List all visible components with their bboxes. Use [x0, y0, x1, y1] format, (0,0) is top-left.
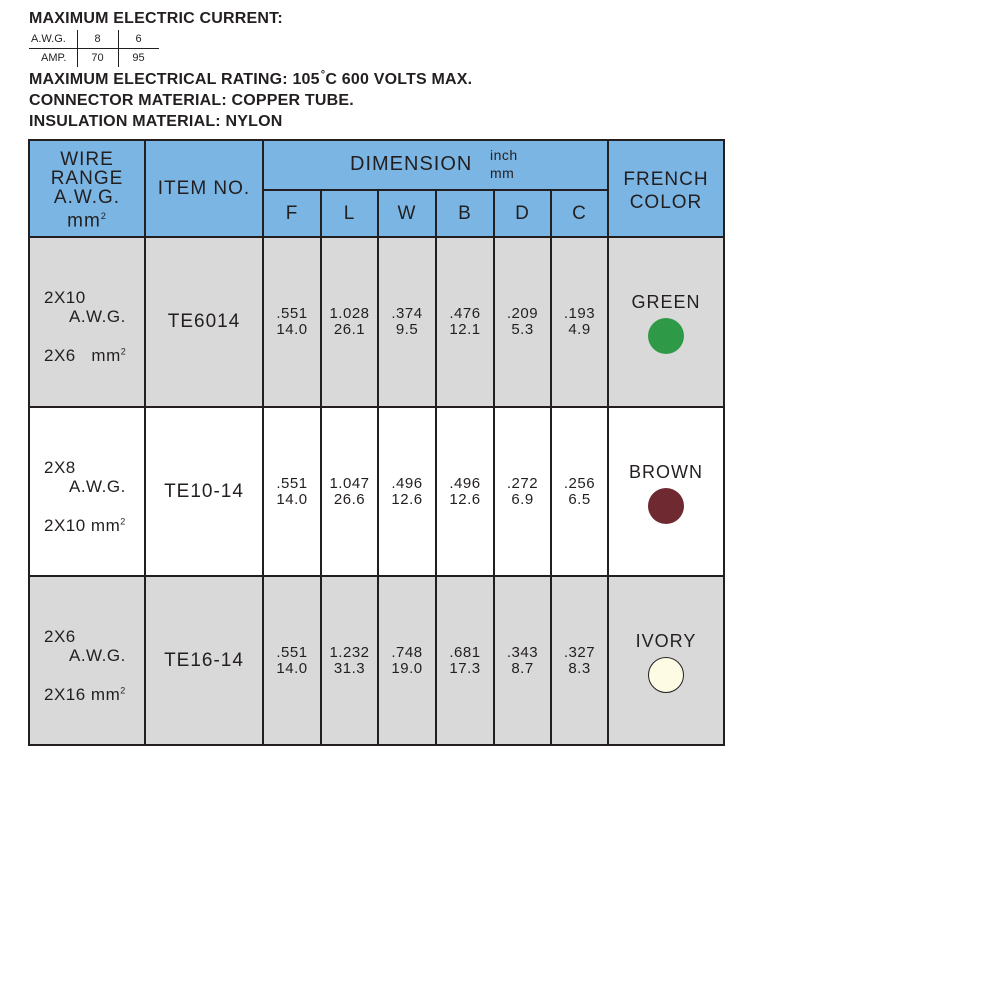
dim-f-cell: .551 14.0 [263, 576, 321, 745]
dim-d-cell: .209 5.3 [494, 237, 551, 407]
wire-range-cell: 2X10 A.W.G. 2X6 $mm^2$ [29, 237, 145, 407]
header-dim-f: F [263, 190, 321, 237]
color-swatch [648, 488, 684, 524]
dim-c-cell: .256 6.5 [551, 407, 608, 576]
dim-w-cell: .496 12.6 [378, 407, 436, 576]
current-table [29, 30, 159, 67]
table-row [29, 237, 724, 407]
item-no-cell: TE10-14 [145, 407, 263, 576]
color-name: BROWN [629, 462, 703, 482]
header-wire-range: WIRE RANGE A.W.G. $mm^2$ [29, 140, 145, 237]
dim-b-cell: .476 12.1 [436, 237, 494, 407]
color-cell [608, 237, 724, 407]
dim-b-cell: .496 12.6 [436, 407, 494, 576]
unit-inch: inch [490, 147, 518, 163]
insulation-material: INSULATION MATERIAL: NYLON [29, 113, 283, 130]
color-name: GREEN [631, 292, 701, 312]
color-swatch [648, 657, 684, 693]
dim-c-cell: .193 4.9 [551, 237, 608, 407]
dim-w-cell: .374 9.5 [378, 237, 436, 407]
color-name: IVORY [635, 631, 697, 651]
item-no-cell: TE6014 [145, 237, 263, 407]
dim-b-cell: .681 17.3 [436, 576, 494, 745]
header-dim-c: C [551, 190, 608, 237]
header-dim-b: B [436, 190, 494, 237]
item-no-cell: TE16-14 [145, 576, 263, 745]
amp-value: 70 [77, 49, 118, 68]
color-cell [608, 407, 724, 576]
terminal-spec-table [28, 139, 725, 746]
max-current-heading: MAXIMUM ELECTRIC CURRENT: [29, 10, 283, 27]
table-row [29, 576, 724, 745]
wire-range-cell: 2X6 A.W.G. 2X16 $mm^2$ [29, 576, 145, 745]
header-dimension: DIMENSION inch mm [263, 140, 608, 190]
table-row [29, 407, 724, 576]
amp-row-label: AMP. [41, 52, 67, 64]
header-dim-d: D [494, 190, 551, 237]
connector-material: CONNECTOR MATERIAL: COPPER TUBE. [29, 92, 354, 109]
dim-l-cell: 1.028 26.1 [321, 237, 378, 407]
color-cell [608, 576, 724, 745]
dim-l-cell: 1.232 31.3 [321, 576, 378, 745]
amp-value: 95 [118, 49, 159, 68]
color-swatch [648, 318, 684, 354]
awg-row-label: A.W.G. [29, 30, 77, 49]
dim-c-cell: .327 8.3 [551, 576, 608, 745]
awg-value: 8 [77, 30, 118, 49]
dim-f-cell: .551 14.0 [263, 407, 321, 576]
unit-mm: mm [490, 165, 515, 181]
header-item-no: ITEM NO. [145, 140, 263, 237]
dim-l-cell: 1.047 26.6 [321, 407, 378, 576]
awg-value: 6 [118, 30, 159, 49]
dim-d-cell: .272 6.9 [494, 407, 551, 576]
header-french-color: FRENCH COLOR [608, 140, 724, 237]
header-dim-l: L [321, 190, 378, 237]
electrical-rating: MAXIMUM ELECTRICAL RATING: 105°C 600 VOLTS MAX. [29, 69, 473, 88]
header-dim-w: W [378, 190, 436, 237]
dim-d-cell: .343 8.7 [494, 576, 551, 745]
dim-f-cell: .551 14.0 [263, 237, 321, 407]
dim-w-cell: .748 19.0 [378, 576, 436, 745]
wire-range-cell: 2X8 A.W.G. 2X10 $mm^2$ [29, 407, 145, 576]
